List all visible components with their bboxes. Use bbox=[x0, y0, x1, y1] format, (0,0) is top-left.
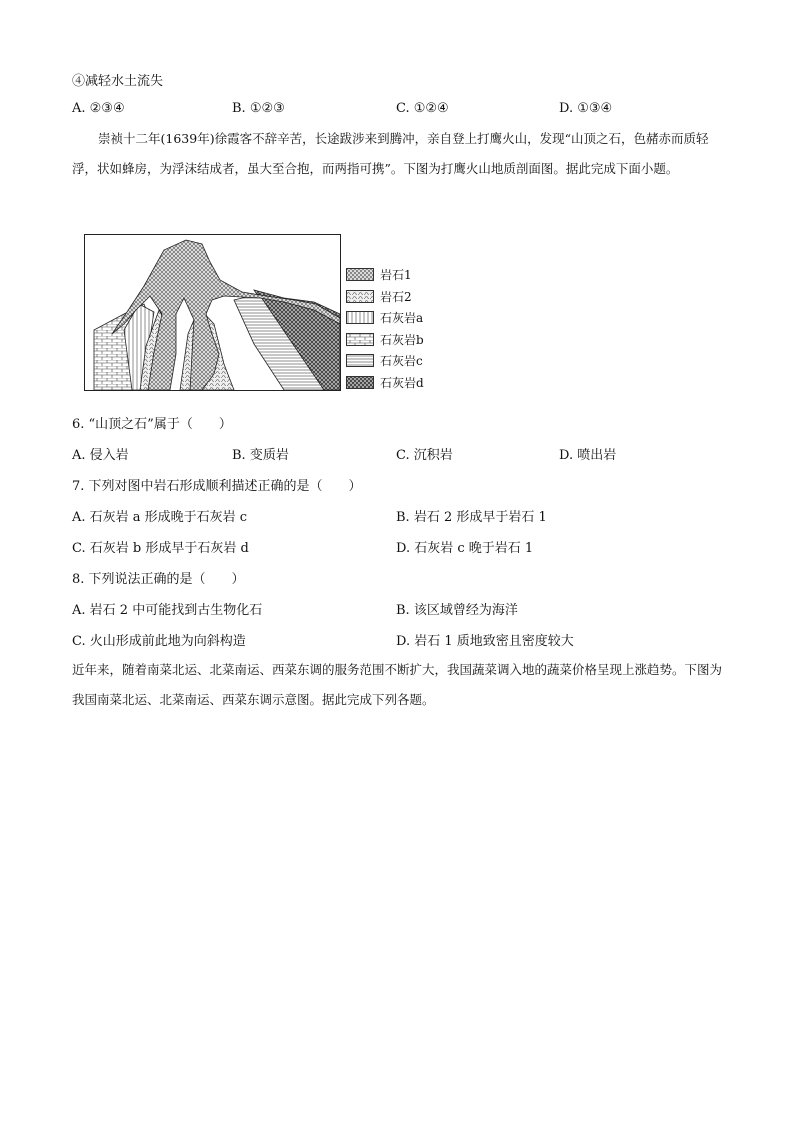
q5-option-a: A. ②③④ bbox=[72, 101, 125, 116]
q6-option-a: A. 侵入岩 bbox=[72, 448, 129, 463]
legend-label-limestone-b: 石灰岩b bbox=[380, 332, 424, 347]
legend-label-limestone-d: 石灰岩d bbox=[380, 375, 424, 390]
passage-volcano: 崇祯十二年(1639年)徐霞客不辞辛苦，长途跋涉来到腾冲，亲自登上打鹰火山，发现“山顶之石，色赭赤而质轻浮，状如蜂房，为浮沫结成者，虽大至合抱，而两指可携”。下图为打鹰火山地质剖面图。据此完成下面小题。 bbox=[72, 131, 709, 176]
q8-option-a: A. 岩石 2 中可能找到古生物化石 bbox=[72, 603, 263, 618]
q7-stem: 7. 下列对图中岩石形成顺利描述正确的是（ ） bbox=[72, 479, 362, 494]
legend-item-limestone-d bbox=[346, 372, 424, 394]
q6-option-c: C. 沉积岩 bbox=[396, 448, 453, 463]
rock1-swatch bbox=[346, 268, 374, 281]
legend-item-limestone-c bbox=[346, 350, 424, 372]
q5-option-d: D. ①③④ bbox=[559, 101, 613, 116]
rock2-swatch bbox=[346, 290, 374, 303]
geologic-cross-section-figure bbox=[84, 234, 434, 394]
legend-item-limestone-a bbox=[346, 307, 424, 329]
legend-label-rock1: 岩石1 bbox=[380, 268, 412, 283]
q7-option-c: C. 石灰岩 b 形成早于石灰岩 d bbox=[72, 541, 249, 556]
q8-options-row2 bbox=[72, 630, 722, 650]
q8-option-d: D. 岩石 1 质地致密且密度较大 bbox=[396, 634, 574, 649]
item-4: ④减轻水土流失 bbox=[72, 74, 164, 89]
q5-options bbox=[72, 101, 722, 121]
q8-option-c: C. 火山形成前此地为向斜构造 bbox=[72, 634, 246, 649]
q7-options-row2 bbox=[72, 537, 722, 557]
limestone-d-swatch bbox=[346, 376, 374, 389]
limestone-b-swatch bbox=[346, 333, 374, 346]
q6-option-d: D. 喷出岩 bbox=[559, 448, 617, 463]
q7-options-row1 bbox=[72, 506, 722, 526]
legend-label-limestone-c: 石灰岩c bbox=[380, 354, 423, 369]
q5-option-b: B. ①②③ bbox=[232, 101, 285, 116]
q5-option-c: C. ①②④ bbox=[396, 101, 449, 116]
q7-option-a: A. 石灰岩 a 形成晚于石灰岩 c bbox=[72, 510, 248, 525]
q8-option-b: B. 该区域曾经为海洋 bbox=[396, 603, 518, 618]
legend-label-rock2: 岩石2 bbox=[380, 289, 412, 304]
q8-options-row1 bbox=[72, 599, 722, 619]
legend-item-rock2 bbox=[346, 286, 424, 308]
limestone-a-swatch bbox=[346, 311, 374, 324]
passage-vegetables: 近年来，随着南菜北运、北菜南运、西菜东调的服务范围不断扩大，我国蔬菜调入地的蔬菜价格呈现上涨趋势。下图为我国南菜北运、北菜南运、西菜东调示意图。据此完成下列各题。 bbox=[72, 662, 723, 707]
q6-stem: 6. “山顶之石”属于（ ） bbox=[72, 417, 232, 432]
limestone-c-swatch bbox=[346, 354, 374, 367]
legend-item-limestone-b bbox=[346, 329, 424, 351]
legend bbox=[346, 264, 424, 393]
legend-label-limestone-a: 石灰岩a bbox=[380, 311, 424, 326]
legend-item-rock1 bbox=[346, 264, 424, 286]
q7-option-b: B. 岩石 2 形成早于岩石 1 bbox=[396, 510, 547, 525]
q7-option-d: D. 石灰岩 c 晚于岩石 1 bbox=[396, 541, 534, 556]
q8-stem: 8. 下列说法正确的是（ ） bbox=[72, 572, 245, 587]
q6-option-b: B. 变质岩 bbox=[232, 448, 289, 463]
q6-options bbox=[72, 444, 722, 464]
